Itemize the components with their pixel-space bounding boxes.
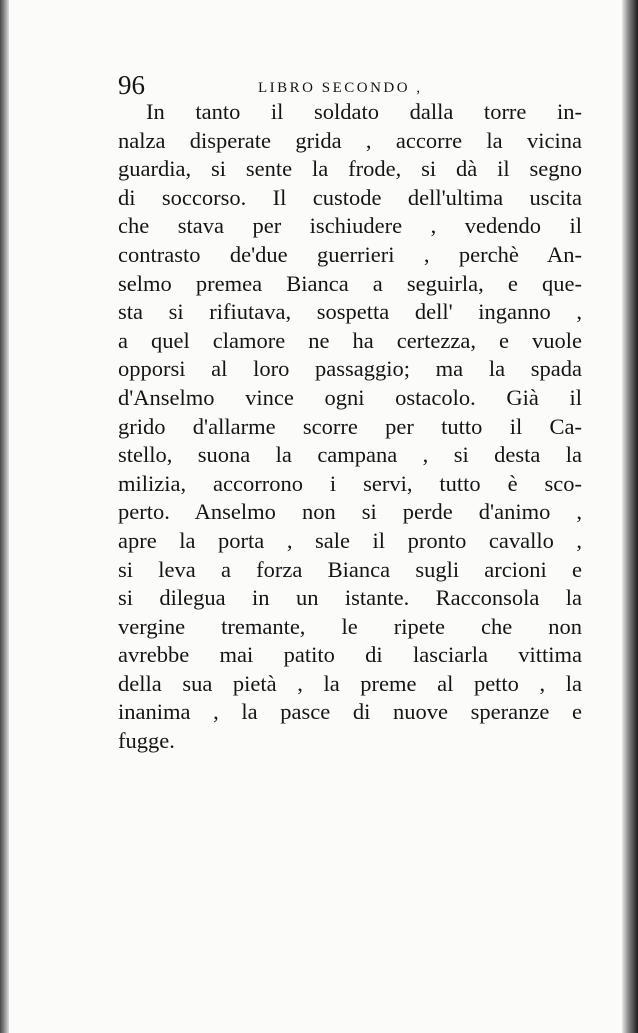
text-line: selmo premea Bianca a seguirla, e que- [118,270,582,296]
page-right-edge [622,0,638,1033]
text-line: vergine tremante, le ripete che non [118,613,582,639]
text-line: In tanto il soldato dalla torre in- [146,99,582,124]
text-line: d'Anselmo vince ogni ostacolo. Già il [118,384,582,410]
text-line: milizia, accorrono i servi, tutto è sco- [118,470,582,496]
text-line: si dilegua in un istante. Racconsola la [118,585,582,611]
text-line: opporsi al loro passaggio; ma la spada [118,356,582,382]
text-line: grido d'allarme scorre per tutto il Ca- [118,413,582,439]
text-line: inanima , la pasce di nuove speranze e [118,699,582,725]
text-line: della sua pietà , la preme al petto , la [118,670,582,696]
text-line: si leva a forza Bianca sugli arcioni e [118,556,582,582]
page-left-edge [0,0,9,1033]
body-text [118,98,582,756]
page-number: 96 [118,70,145,100]
text-line: sta si rifiutava, sospetta dell' inganno , [118,299,582,325]
text-line: di soccorso. Il custode dell'ultima uscita [118,184,582,210]
text-line: contrasto de'due guerrieri , perchè An- [118,241,582,267]
text-line: avrebbe mai patito di lasciarla vittima [118,642,582,668]
text-line: perto. Anselmo non si perde d'animo , [118,499,582,525]
text-line: fugge. [118,728,175,754]
text-line: a quel clamore ne ha certezza, e vuole [118,327,582,353]
text-line: apre la porta , sale il pronto cavallo , [118,527,582,553]
text-line: stello, suona la campana , si desta la [118,442,582,468]
text-line: guardia, si sente la frode, si dà il segno [118,156,582,182]
running-head: LIBRO SECONDO , [258,80,423,96]
text-line: che stava per ischiudere , vedendo il [118,213,582,239]
text-line: nalza disperate grida , accorre la vicina [118,127,582,153]
